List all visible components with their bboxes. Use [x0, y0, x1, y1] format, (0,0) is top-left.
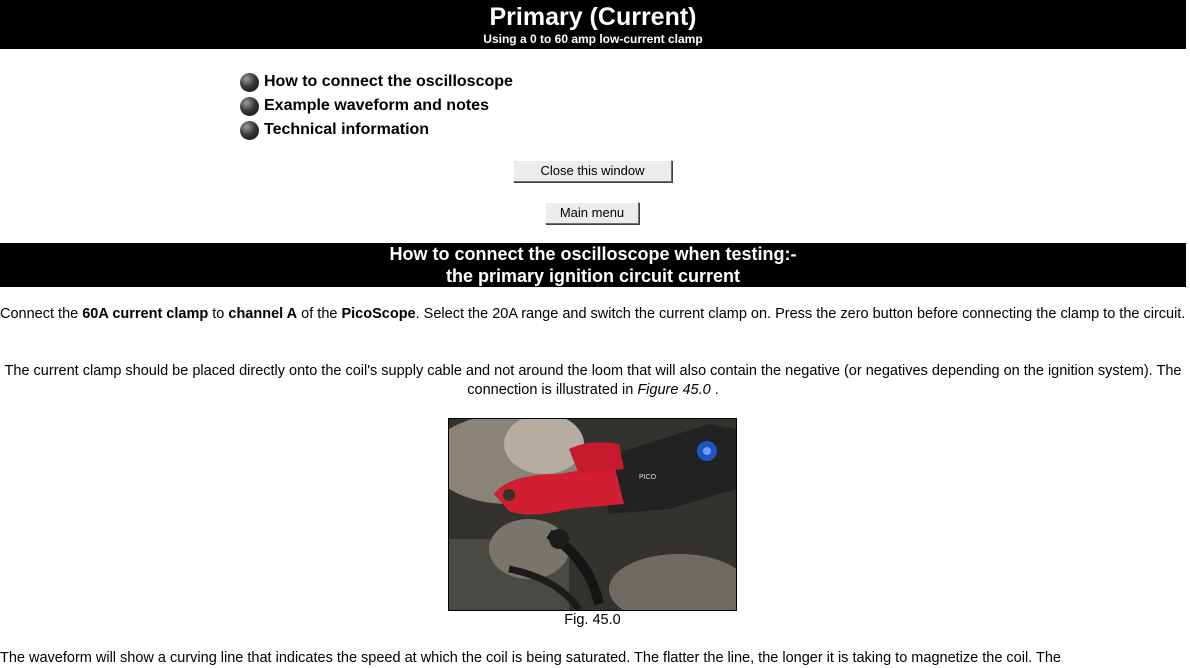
page-title: Primary (Current)	[489, 3, 697, 31]
text-run: . Select the 20A range and switch the current clamp on. Press the zero button before connecting the clamp to the circuit.	[415, 306, 1186, 322]
clamp-photo-illustration	[449, 419, 736, 610]
text-run: Connect the	[0, 306, 83, 322]
clamp-label-text: PICO	[639, 474, 657, 481]
menu-item-waveform[interactable]	[240, 94, 513, 118]
placement-paragraph	[0, 362, 1186, 400]
bullet-icon	[240, 121, 259, 140]
text-run: of the	[297, 306, 342, 322]
bullet-icon	[240, 73, 259, 92]
section-title-line2: the primary ignition circuit current	[445, 266, 741, 286]
figure-reference: Figure 45.0	[637, 382, 711, 398]
text-run: .	[710, 382, 719, 398]
topic-menu	[240, 70, 513, 142]
page-subtitle: Using a 0 to 60 amp low-current clamp	[483, 32, 703, 46]
menu-item-connect[interactable]	[240, 70, 513, 94]
text-bold-channel: channel A	[228, 306, 298, 322]
connection-paragraph	[0, 305, 1186, 324]
page-header	[0, 0, 1186, 49]
bullet-icon	[240, 97, 259, 116]
section-header	[0, 243, 1186, 287]
close-window-button[interactable]: Close this window	[513, 160, 672, 182]
text-run: The current clamp should be placed directly onto the coil's supply cable and not around the loom that will also contain the negative (or negatives depending on the ignition system). The connection is illustrated in	[4, 363, 1182, 398]
text-bold-clamp: 60A current clamp	[82, 306, 209, 322]
menu-item-technical[interactable]	[240, 118, 513, 142]
main-menu-button[interactable]: Main menu	[545, 202, 639, 224]
figure-caption: Fig. 45.0	[564, 612, 621, 628]
menu-item-label[interactable]: Example waveform and notes	[264, 97, 489, 114]
menu-item-label[interactable]: How to connect the oscilloscope	[264, 73, 513, 90]
menu-item-label[interactable]: Technical information	[264, 121, 430, 138]
clamp-photo	[448, 418, 737, 611]
text-bold-picoscope: PicoScope	[341, 306, 416, 322]
section-title-line1: How to connect the oscilloscope when testing:-	[389, 244, 797, 264]
text-run: to	[208, 306, 229, 322]
waveform-paragraph: The waveform will show a curving line that indicates the speed at which the coil is being saturated. The flatter the line, the longer it is taking to magnetize the coil. The	[0, 650, 1061, 666]
